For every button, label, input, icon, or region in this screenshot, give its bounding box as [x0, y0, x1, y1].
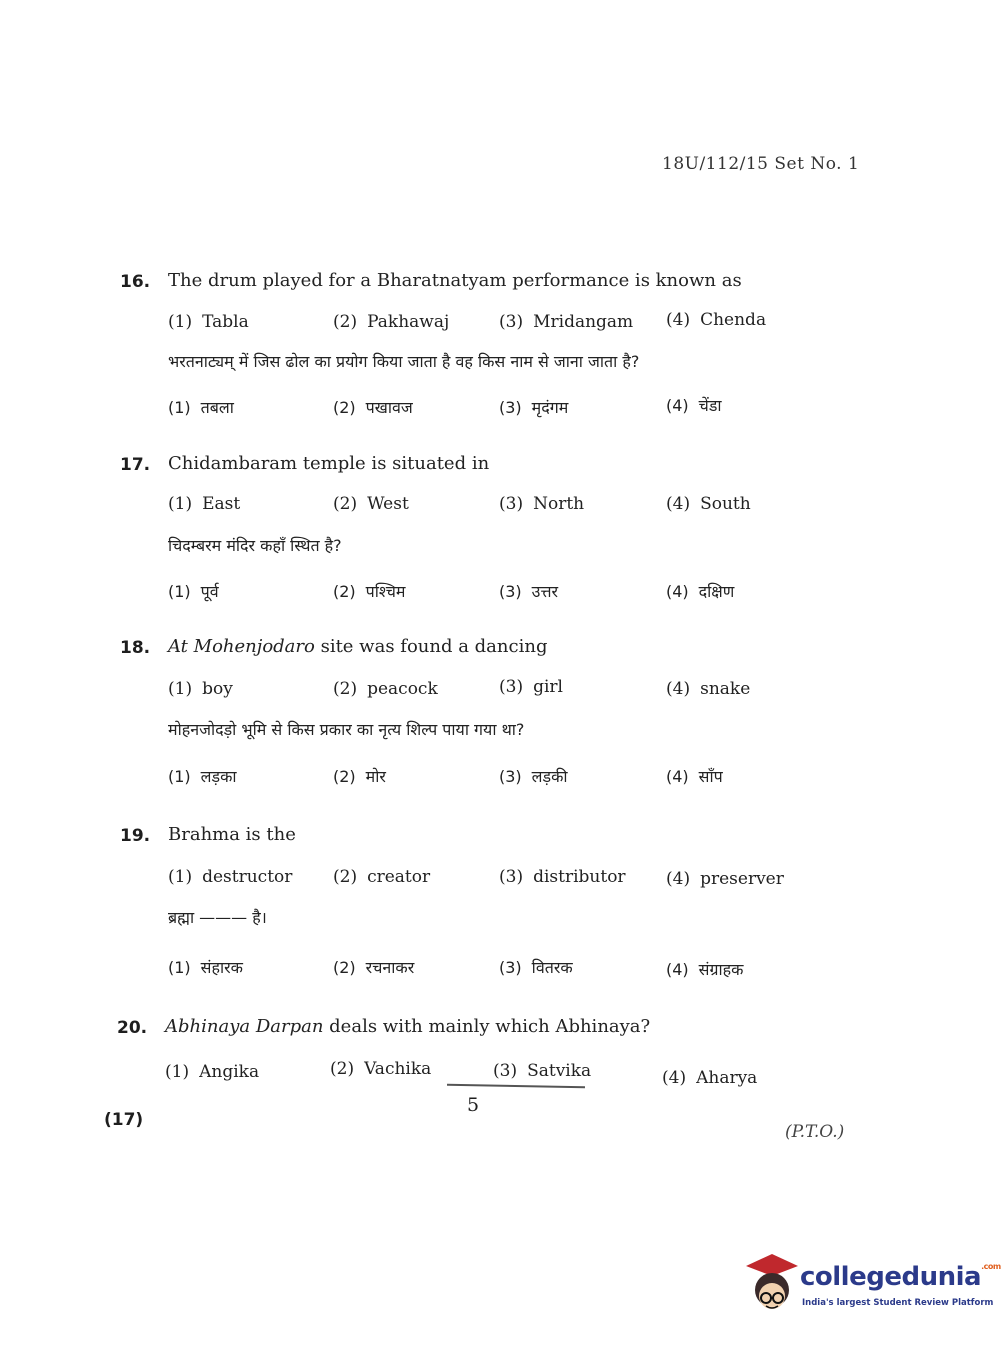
option-1: (1) Tabla	[168, 312, 249, 332]
option-3-hindi: (3) मृदंगम	[499, 398, 569, 417]
question-text: At Mohenjodaro site was found a dancing	[168, 636, 548, 657]
logo-wordmark: collegedunia$^{.com}$	[800, 1262, 1001, 1292]
option-4: (4) Chenda	[666, 310, 767, 330]
question-number: 16.	[120, 272, 151, 292]
question-text: Brahma is the	[168, 824, 296, 845]
option-3-hindi: (3) लड़की	[499, 767, 568, 786]
option-3-hindi: (3) वितरक	[499, 958, 573, 977]
option-4: (4) preserver	[666, 869, 784, 889]
option-3: (3) Satvika	[493, 1061, 592, 1081]
question-text: The drum played for a Bharatnatyam performance is known as	[168, 270, 742, 291]
option-2-hindi: (2) रचनाकर	[333, 958, 415, 977]
option-1-hindi: (1) तबला	[168, 398, 234, 417]
page-number: 5	[467, 1094, 480, 1116]
option-3-hindi: (3) उत्तर	[499, 582, 559, 601]
option-1: (1) East	[168, 494, 241, 514]
option-4: (4) Aharya	[662, 1068, 758, 1088]
option-3: (3) Mridangam	[499, 312, 634, 332]
option-2-hindi: (2) पखावज	[333, 398, 413, 417]
option-1: (1) boy	[168, 679, 233, 699]
question-text-hindi: ब्रह्मा ——— है।	[168, 908, 267, 927]
option-2-hindi: (2) मोर	[333, 767, 386, 786]
option-1-hindi: (1) लड़का	[168, 767, 237, 786]
option-4-hindi: (4) चेंडा	[666, 396, 722, 415]
option-3: (3) distributor	[499, 867, 626, 887]
question-text-hindi: मोहनजोदड़ो भूमि से किस प्रकार का नृत्य शिल्प पाया गया था?	[168, 720, 525, 739]
option-2: (2) West	[333, 494, 409, 514]
logo-tagline: India's largest Student Review Platform	[802, 1298, 994, 1308]
option-2: (2) creator	[333, 867, 431, 887]
handwritten-underline	[447, 1084, 585, 1088]
question-text-hindi: भरतनाट्यम् में जिस ढोल का प्रयोग किया जाता है वह किस नाम से जाना जाता है?	[168, 352, 640, 371]
option-1-hindi: (1) पूर्व	[168, 582, 219, 601]
option-4-hindi: (4) दक्षिण	[666, 582, 735, 601]
option-4: (4) South	[666, 494, 751, 514]
option-3: (3) North	[499, 494, 585, 514]
option-2-hindi: (2) पश्चिम	[333, 582, 406, 601]
option-4: (4) snake	[666, 679, 751, 699]
question-text: Chidambaram temple is situated in	[168, 453, 490, 474]
paper-code: (17)	[104, 1110, 144, 1130]
option-4-hindi: (4) साँप	[666, 767, 723, 786]
option-2: (2) Vachika	[330, 1059, 432, 1079]
question-number: 18.	[120, 638, 151, 658]
option-4-hindi: (4) संग्राहक	[666, 960, 744, 979]
option-3: (3) girl	[499, 677, 563, 697]
option-1: (1) Angika	[165, 1062, 260, 1082]
option-1-hindi: (1) संहारक	[168, 958, 243, 977]
question-number: 17.	[120, 455, 151, 475]
option-2: (2) peacock	[333, 679, 438, 699]
set-number: 18U/112/15 Set No. 1	[662, 154, 860, 174]
question-text-hindi: चिदम्बरम मंदिर कहाँ स्थित है?	[168, 536, 342, 555]
collegedunia-logo	[742, 1252, 1001, 1324]
question-number: 19.	[120, 826, 151, 846]
question-text: Abhinaya Darpan deals with mainly which Abhinaya?	[165, 1016, 651, 1037]
mascot-icon	[742, 1252, 802, 1324]
option-2: (2) Pakhawaj	[333, 312, 450, 332]
option-1: (1) destructor	[168, 867, 293, 887]
pto-label: (P.T.O.)	[785, 1122, 845, 1142]
question-number: 20.	[117, 1018, 148, 1038]
